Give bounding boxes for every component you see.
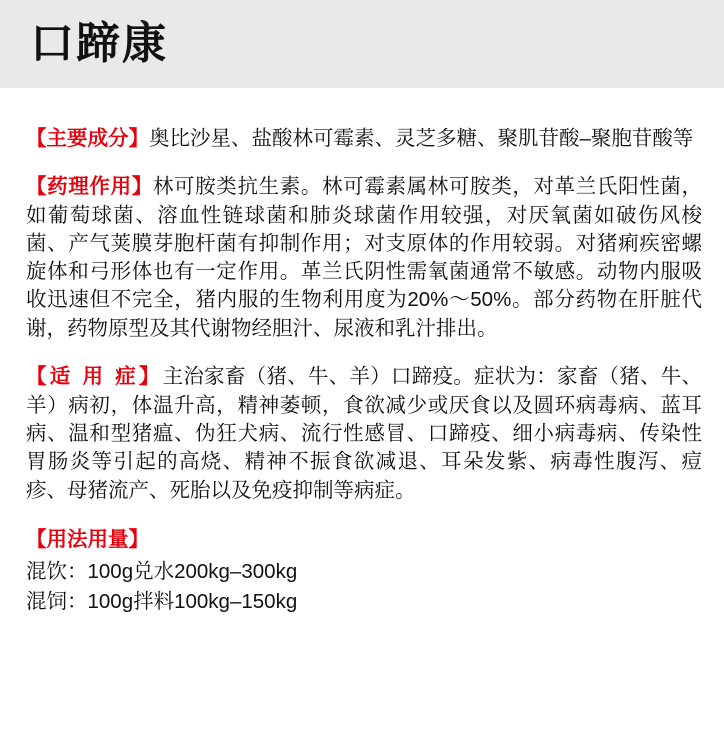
section-text bbox=[26, 173, 702, 343]
section-text bbox=[26, 363, 702, 504]
section-label: 【适 用 症】 bbox=[26, 365, 163, 389]
section-body-text: 林可胺类抗生素。林可霉素属林可胺类，对革兰氏阳性菌，如葡萄球菌、溶血性链球菌和肺炎球菌作用较强，对厌氧菌如破伤风梭菌、产气荚膜芽胞杆菌有抑制作用；对支原体的作用较弱。对猪痢疾密螺旋体和弓形体也有一定作用。革兰氏阴性需氧菌通常不敏感。动物内服吸收迅速但不完全，猪内服的生物利用度为20%～50%。部分药物在肝脏代谢，药物原型及其代谢物经胆汁、尿液和乳汁排出。 bbox=[26, 175, 703, 340]
section-label: 【药理作用】 bbox=[26, 175, 153, 199]
header-band bbox=[0, 0, 724, 88]
section-label: 【主要成分】 bbox=[26, 126, 149, 150]
page-title: 口蹄康 bbox=[30, 18, 168, 69]
dosage-label: 【用法用量】 bbox=[26, 528, 149, 552]
section-body-text: 奥比沙星、盐酸林可霉素、灵芝多糖、聚肌苷酸–聚胞苷酸等 bbox=[149, 126, 694, 150]
dosage-line-feed: 混饲：100g拌料100kg–150kg bbox=[26, 589, 298, 613]
dosage-line-drink: 混饮：100g兑水200kg–300kg bbox=[26, 560, 298, 584]
section-indications bbox=[26, 363, 702, 504]
section-body-text: 主治家畜（猪、牛、羊）口蹄疫。症状为：家畜（猪、牛、羊）病初，体温升高，精神萎顿，食欲减少或厌食以及圆环病毒病、蓝耳病、温和型猪瘟、伪狂犬病、流行性感冒、口蹄疫、细小病毒病、传染性胃肠炎等引起的高烧、精神不振食欲减退、耳朵发紫、病毒性腹泻、痘疹、母猪流产、死胎以及免疫抑制等病症。 bbox=[26, 365, 702, 502]
section-ingredients bbox=[26, 125, 702, 153]
section-pharmacology bbox=[26, 173, 702, 343]
section-dosage bbox=[26, 525, 702, 616]
section-text bbox=[26, 125, 702, 153]
dosage-lines bbox=[26, 557, 702, 616]
content-area bbox=[0, 88, 724, 617]
